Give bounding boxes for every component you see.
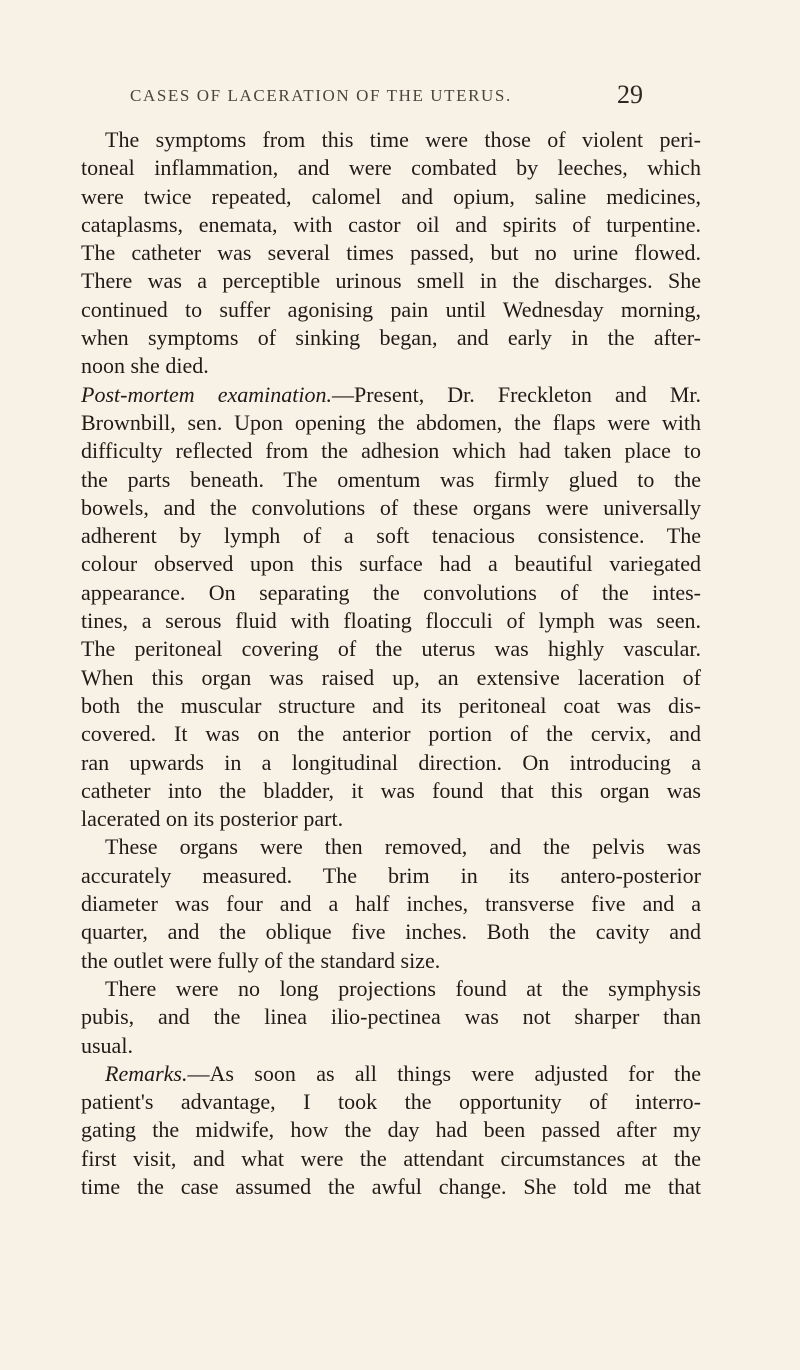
body-text <box>81 126 701 1201</box>
text-line: the outlet were fully of the standard size. <box>81 947 441 973</box>
text-line: bowels, and the convolutions of these organs were universally <box>81 494 701 520</box>
text-line: colour observed upon this surface had a beautiful variegated <box>81 551 701 577</box>
text-line: usual. <box>81 1032 133 1058</box>
text-line: lacerated on its posterior part. <box>81 806 344 832</box>
text-line: There were no long projections found at the symphysis <box>105 975 701 1001</box>
text-line: catheter into the bladder, it was found that this organ was <box>81 777 701 803</box>
section-lead: Remarks. <box>105 1060 188 1086</box>
text-line: adherent by lymph of a soft tenacious consistence. The <box>81 523 701 549</box>
text-line: toneal inflammation, and were combated by leeches, which <box>81 155 701 181</box>
text-line: The symptoms from this time were those of violent peri- <box>105 127 701 152</box>
text-line: accurately measured. The brim in its antero-posterior <box>81 862 701 888</box>
text-line: the parts beneath. The omentum was firmly glued to the <box>81 466 701 492</box>
section-lead: Post-mortem examination. <box>81 381 332 407</box>
text-line: patient's advantage, I took the opportunity of interro- <box>81 1089 701 1115</box>
text-line: pubis, and the linea ilio-pectinea was not sharper than <box>81 1004 701 1030</box>
text-line: diameter was four and a half inches, transverse five and a <box>81 891 701 917</box>
page-number: 29 <box>617 80 643 109</box>
text-line: cataplasms, enemata, with castor oil and spirits of turpentine. <box>81 211 701 237</box>
text-line: difficulty reflected from the adhesion which had taken place to <box>81 438 701 464</box>
text-line: were twice repeated, calomel and opium, saline medicines, <box>81 183 701 209</box>
text-line: The peritoneal covering of the uterus was highly vascular. <box>81 636 701 662</box>
text-line: time the case assumed the awful change. She told me that <box>81 1173 701 1199</box>
text-line: The catheter was several times passed, but no urine flowed. <box>81 240 701 266</box>
running-title: CASES OF LACERATION OF THE UTERUS. <box>130 86 512 105</box>
text-line: when symptoms of sinking began, and early in the after- <box>81 325 701 351</box>
text-line: Brownbill, sen. Upon opening the abdomen, the flaps were with <box>81 409 701 435</box>
text-line: noon she died. <box>81 353 209 379</box>
text-line: There was a perceptible urinous smell in the discharges. She <box>81 268 701 294</box>
text-line: Post-mortem examination.—Present, Dr. Freckleton and Mr. <box>81 381 701 407</box>
text-line: first visit, and what were the attendant circumstances at the <box>81 1145 701 1171</box>
text-line: When this organ was raised up, an extensive laceration of <box>81 664 701 690</box>
text-line: gating the midwife, how the day had been passed after my <box>81 1117 701 1143</box>
text-line: These organs were then removed, and the pelvis was <box>105 834 701 860</box>
text-line: ran upwards in a longitudinal direction. On introducing a <box>81 749 701 775</box>
text-line: both the muscular structure and its peritoneal coat was dis- <box>81 692 701 718</box>
text-line: appearance. On separating the convolutions of the intes- <box>81 579 701 605</box>
text-line: continued to suffer agonising pain until Wednesday morning, <box>81 296 701 322</box>
text-line: quarter, and the oblique five inches. Both the cavity and <box>81 919 701 945</box>
text-line: Remarks.—As soon as all things were adjusted for the <box>105 1060 701 1086</box>
text-line: tines, a serous fluid with floating flocculi of lymph was seen. <box>81 608 701 634</box>
text-line: covered. It was on the anterior portion of the cervix, and <box>81 721 701 747</box>
